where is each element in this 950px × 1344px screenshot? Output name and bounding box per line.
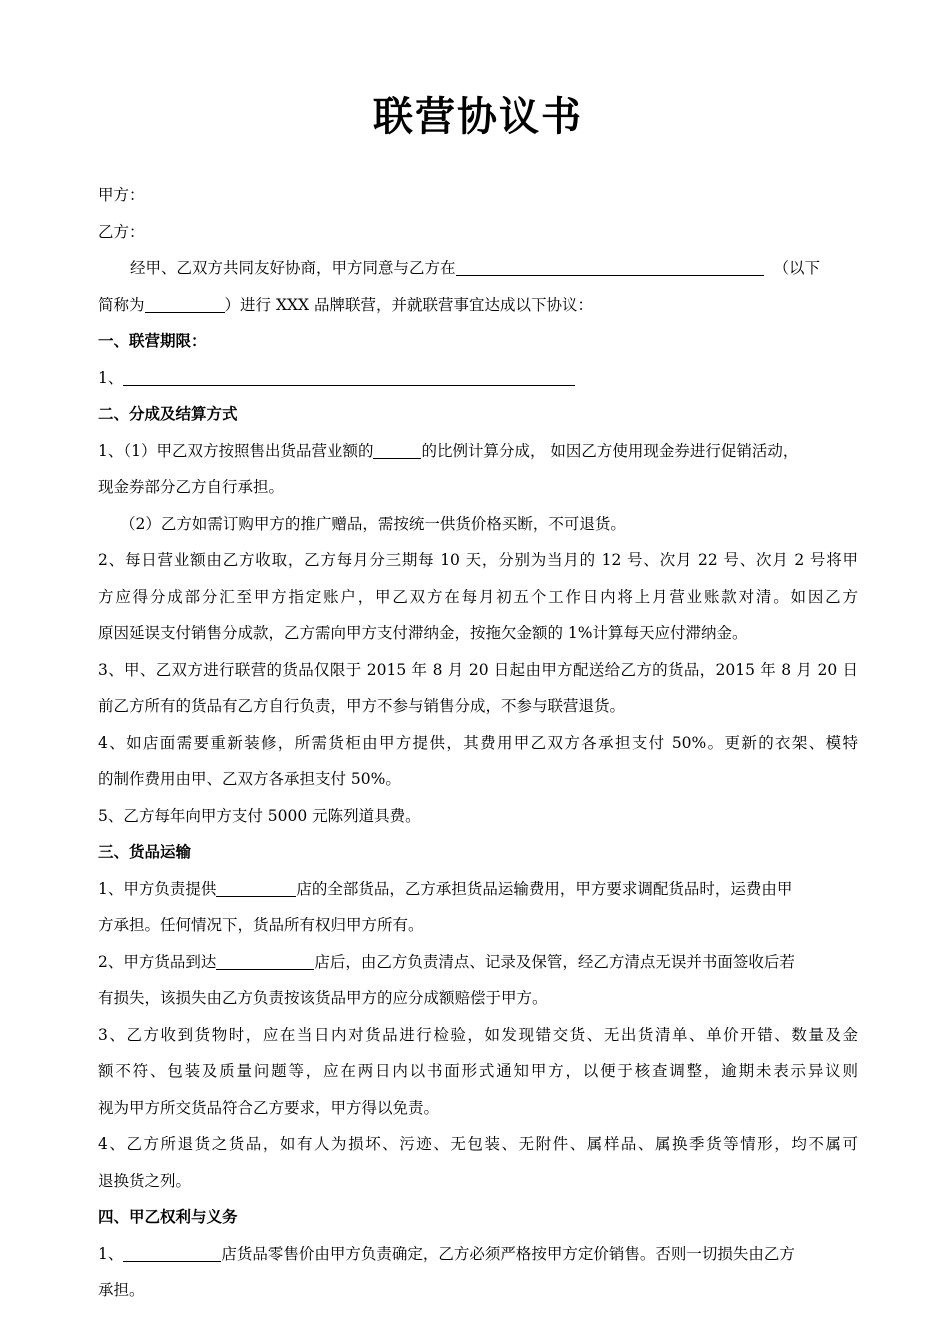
section-1-item-1-prefix: 1、 <box>98 368 124 387</box>
section-2-item-4-line-2: 的制作费用由甲、乙双方各承担支付 50%。 <box>98 770 401 788</box>
section-4-item-1-line-2: 承担。 <box>98 1281 145 1299</box>
section-1-heading: 一、联营期限： <box>98 331 207 350</box>
section-3-item-3-line-2: 额不符、包装及质量问题等，应在两日内以书面形式通知甲方，以便于核查调整，逾期未表示异议则 <box>98 1062 858 1080</box>
section-4-item-1-line-1 <box>98 1236 858 1273</box>
section-3-item-1-text-b: 店的全部货品，乙方承担货品运输费用，甲方要求调配货品时，运费由甲 <box>296 879 793 898</box>
section-4-item-1-prefix: 1、 <box>98 1244 124 1263</box>
section-2-item-4-line-1: 4、如店面需要重新装修，所需货柜由甲方提供，其费用甲乙双方各承担支付 50%。更新的衣架、模特 <box>98 733 858 752</box>
intro-text-1b: （以下 <box>773 259 821 277</box>
intro-text-2b: ）进行 XXX 品牌联营，并就联营事宜达成以下协议： <box>224 295 593 314</box>
abbreviation-blank[interactable] <box>145 294 225 313</box>
intro-text-1a: 经甲、乙双方共同友好协商，甲方同意与乙方在 <box>130 259 456 277</box>
section-2-item-3-line-2: 前乙方所有的货品有乙方自行负责，甲方不参与销售分成，不参与联营退货。 <box>98 697 626 715</box>
store-blank-1[interactable] <box>216 878 296 897</box>
section-2-item-2-line-1: 2、每日营业额由乙方收取，乙方每月分三期每 10 天，分别为当月的 12 号、次月 22 号、次月 2 号将甲 <box>98 551 858 569</box>
section-2-item-1-text-a: 1、（1）甲乙双方按照售出货品营业额的 <box>98 441 374 460</box>
section-2-heading: 二、分成及结算方式 <box>98 404 238 423</box>
party-a-line: 甲方： <box>98 186 145 204</box>
intro-text-2a: 简称为 <box>98 295 145 314</box>
location-blank[interactable] <box>456 257 764 276</box>
section-3-item-3-line-3: 视为甲方所交货品符合乙方要求，甲方得以免责。 <box>98 1098 440 1117</box>
section-2-item-3-line-1: 3、甲、乙双方进行联营的货品仅限于 2015 年 8 月 20 日起由甲方配送给乙方的货品，2015 年 8 月 20 日 <box>98 660 858 679</box>
section-1-item-1 <box>98 360 858 397</box>
store-blank-3[interactable] <box>123 1243 221 1262</box>
section-2-item-2-line-2: 方应得分成部分汇至甲方指定账户，甲乙双方在每月初五个工作日内将上月营业账款对清。如因乙方 <box>98 587 858 606</box>
section-3-item-3-line-1: 3、乙方收到货物时，应在当日内对货品进行检验，如发现错交货、无出货清单、单价开错、数量及金 <box>98 1025 858 1044</box>
intro-line-2 <box>98 287 858 324</box>
document-body <box>98 177 858 1309</box>
intro-line-1 <box>98 250 858 287</box>
store-blank-2[interactable] <box>216 951 314 970</box>
section-3-item-2-line-1 <box>98 944 858 981</box>
section-3-item-4-line-1: 4、乙方所退货之货品，如有人为损坏、污迹、无包装、无附件、属样品、属换季货等情形，均不属可 <box>98 1135 858 1153</box>
section-2-item-2-line-3: 原因延误支付销售分成款，乙方需向甲方支付滞纳金，按拖欠金额的 1%计算每天应付滞纳金。 <box>98 624 748 642</box>
section-2-item-1-line-2: 现金券部分乙方自行承担。 <box>98 478 285 496</box>
section-3-item-4-line-2: 退换货之列。 <box>98 1171 192 1190</box>
section-2-item-5: 5、乙方每年向甲方支付 5000 元陈列道具费。 <box>98 806 421 825</box>
section-3-heading: 三、货品运输 <box>98 842 192 861</box>
term-blank[interactable] <box>123 367 575 386</box>
section-2-item-1-text-b: 的比例计算分成， 如因乙方使用现金券进行促销活动， <box>421 441 799 460</box>
ratio-blank[interactable] <box>373 440 421 459</box>
section-2-item-1-line-1 <box>98 433 858 470</box>
section-3-item-2-text-b: 店后，由乙方负责清点、记录及保管，经乙方清点无误并书面签收后若 <box>314 952 795 971</box>
section-3-item-1-line-1 <box>98 871 858 908</box>
section-3-item-2-line-2: 有损失，该损失由乙方负责按该货品甲方的应分成额赔偿于甲方。 <box>98 989 548 1007</box>
section-2-item-1-sub-2: （2）乙方如需订购甲方的推广赠品，需按统一供货价格买断，不可退货。 <box>120 514 626 533</box>
section-4-heading: 四、甲乙权利与义务 <box>98 1207 238 1226</box>
section-3-item-1-line-2: 方承担。任何情况下，货品所有权归甲方所有。 <box>98 916 424 934</box>
section-3-item-2-text-a: 2、甲方货品到达 <box>98 952 217 971</box>
document-title: 联营协议书 <box>373 93 583 140</box>
party-b-line: 乙方： <box>98 222 145 241</box>
section-4-item-1-text-b: 店货品零售价由甲方负责确定，乙方必须严格按甲方定价销售。否则一切损失由乙方 <box>221 1244 795 1263</box>
section-3-item-1-text-a: 1、甲方负责提供 <box>98 879 217 898</box>
